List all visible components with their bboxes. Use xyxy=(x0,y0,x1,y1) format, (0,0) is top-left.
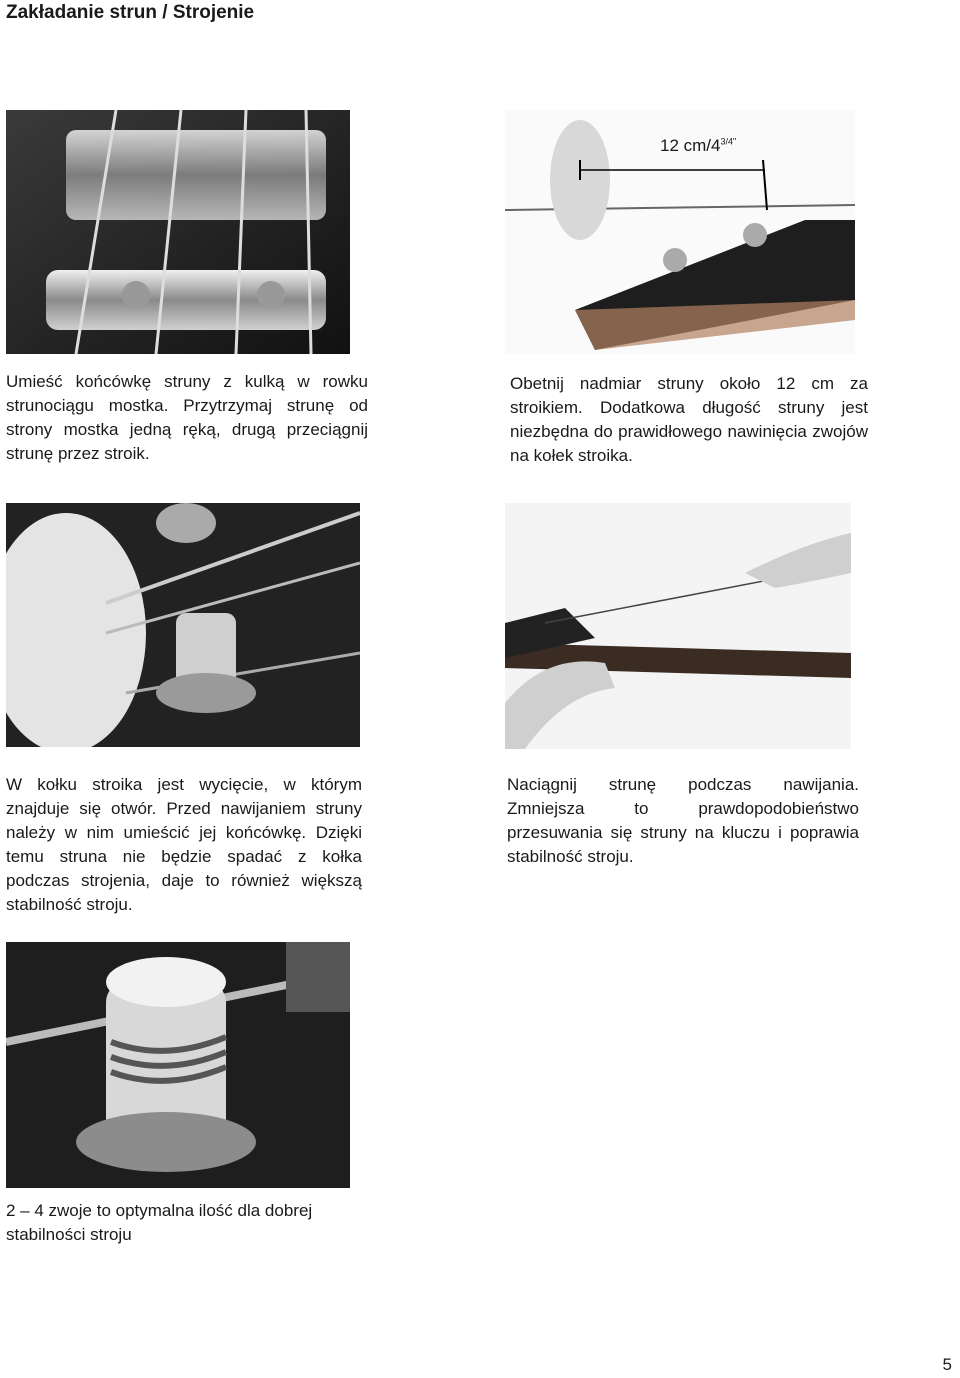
caption-cut-string: Obetnij nadmiar struny około 12 cm za stroikiem. Dodatkowa długość struny jest niezbędna do prawidłowego nawinięcia zwojów na kołek stroika. xyxy=(510,374,868,465)
caption-windings: 2 – 4 zwoje to optymalna ilość dla dobrej stabilności stroju xyxy=(6,1201,313,1244)
tuning-peg-hole-photo xyxy=(6,503,360,747)
page-number: 5 xyxy=(942,1355,952,1374)
tensioning-string-photo xyxy=(505,503,851,749)
headstock-measure-photo xyxy=(505,110,855,354)
caption-peg-hole: W kołku stroika jest wycięcie, w którym znajduje się otwór. Przed nawijaniem struny należy w nim umieścić jej końcówkę. Dzięki temu struna nie będzie spadać z kołka podczas strojenia, daje to również większą stabilność stroju. xyxy=(6,775,362,914)
measurement-label: 12 $cm/4^{3/4"}$ xyxy=(660,136,737,155)
caption-bridge: Umieść końcówkę struny z kulką w rowku strunociągu mostka. Przytrzymaj strunę od strony mostka jedną ręką, drugą przeciągnij strunę przez stroik. xyxy=(6,372,368,463)
string-windings-photo xyxy=(6,942,350,1188)
caption-tension: Naciągnij strunę podczas nawijania. Zmniejsza to prawdopodobieństwo przesuwania się struny na kluczu i poprawia stabilność stroju. xyxy=(507,775,859,866)
page-title: Zakładanie strun / Strojenie xyxy=(6,2,255,23)
bridge-photo xyxy=(6,110,350,354)
